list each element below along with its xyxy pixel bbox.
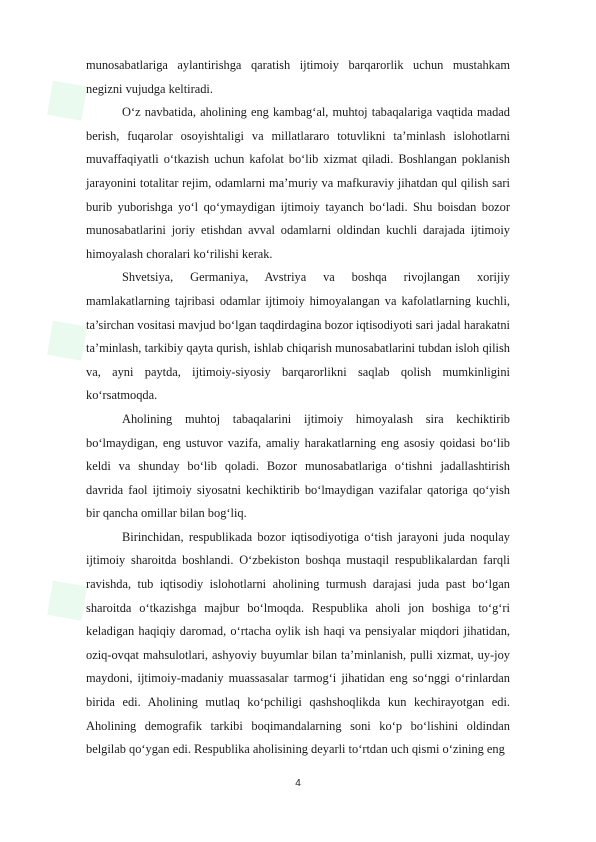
body-text: [86, 54, 510, 762]
paragraph: Birinchidan, respublikada bozor iqtisodiyotiga o‘tish jarayoni juda noqulay ijtimoiy sharoitda boshlandi. O‘zbekiston boshqa mustaqil respublikalardan farqli ravishda, tub iqtisodiy islohotlarni aholining turmush darajasi juda past bo‘lgan sharoitda o‘tkazishga majbur bo‘lmoqda. Respublika aholi jon boshiga to‘g‘ri keladigan haqiqiy daromad, o‘rtacha oylik ish haqi va pensiyalar miqdori jihatidan, oziq-ovqat mahsulotlari, ashyoviy buyumlar bilan ta’minlanish, pulli xizmat, uy-joy maydoni, ijtimoiy-madaniy muassasalar tarmog‘i jihatidan eng so‘nggi o‘rinlardan birida edi. Aholining mutlaq ko‘pchiligi qashshoqlikda kun kechirayotgan edi. Aholining demografik tarkibi boqimandalarning soni ko‘p bo‘lishini oldindan belgilab qo‘ygan edi. Respublika aholisining deyarli to‘rtdan uch qismi o‘zining eng: [86, 529, 510, 757]
paragraph: O‘z navbatida, aholining eng kambag‘al, muhtoj tabaqalariga vaqtida madad berish, fuqarolar osoyishtaligi va millatlararo totuvlikni ta’minlash islohotlarni muvaffaqiyatli o‘tkazish uchun kafolat bo‘lib xizmat qiladi. Boshlangan poklanish jarayonini totalitar rejim, odamlarni ma’muriy va mafkuraviy jihatdan qul qilish sari burib yuborishga yo‘l qo‘ymaydigan ijtimoiy tayanch bo‘ladi. Shu boisdan bozor munosabatlarini joriy etishdan avval odamlarni oldindan kuchli darajada ijtimoiy himoyalash choralari ko‘rilishi kerak.: [86, 105, 510, 261]
paragraph: Shvetsiya, Germaniya, Avstriya va boshqa rivojlangan xorijiy mamlakatlarning tajribasi odamlar ijtimoiy himoyalangan va kafolatlarning kuchli, ta’sirchan vositasi mavjud bo‘lgan taqdirdagina bozor iqtisodiyoti sari jadal harakatni ta’minlash, tarkibiy qayta qurish, ishlab chiqarish munosabatlarini tubdan isloh qilish va, ayni paytda, ijtimoiy-siyosiy barqarorlikni saqlab qolish mumkinligini ko‘rsatmoqda.: [86, 270, 510, 403]
watermark: ◆: [23, 52, 106, 142]
page-number: 4: [295, 778, 301, 789]
paragraph: Aholining muhtoj tabaqalarini ijtimoiy himoyalash sira kechiktirib bo‘lmaydigan, eng ustuvor vazifa, amaliy harakatlarning eng asosiy qoidasi bo‘lib keldi va shunday bo‘lib qoladi. Bozor munosabatlariga o‘tishni jadallashtirish davrida faol ijtimoiy siyosatni kechiktirib bo‘lmaydigan vazifalar qatoriga qo‘yish bir qancha omillar bilan bog‘liq.: [86, 411, 510, 521]
paragraph: munosabatlariga aylantirishga qaratish ijtimoiy barqarorlik uchun mustahkam negizni vujudga keltiradi.: [86, 58, 510, 96]
watermark: ◆: [23, 292, 106, 382]
watermark: ◆: [23, 552, 106, 642]
